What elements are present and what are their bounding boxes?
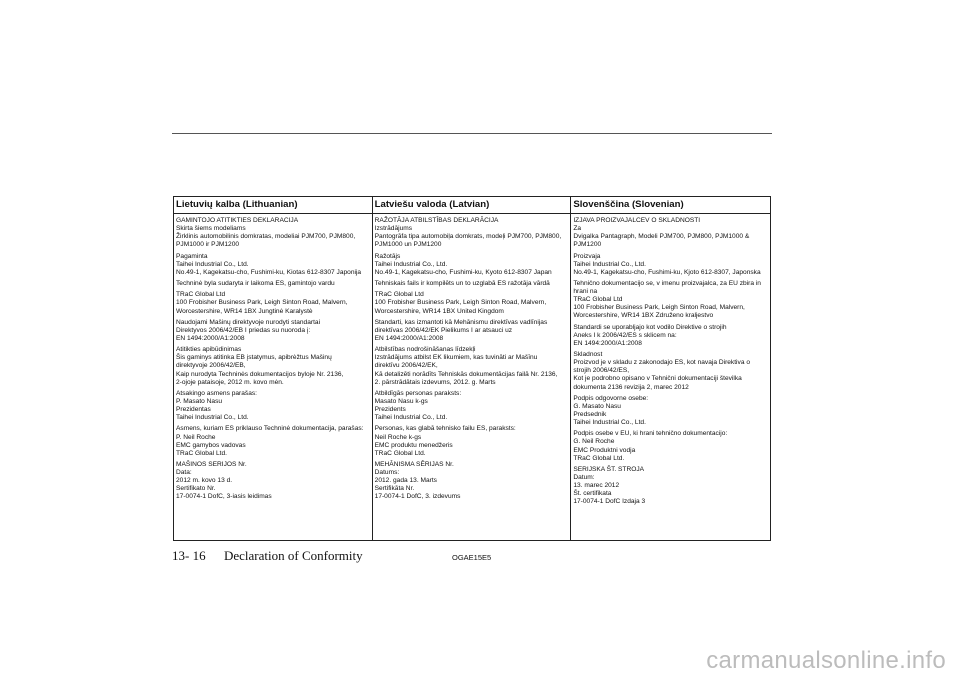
text-line: Taihei Industrial Co., Ltd. (176, 260, 249, 268)
text-line: 2012 m. kovo 13 d. (176, 477, 233, 485)
text-line: Proizvod je v skladu z zakonodajo ES, kot navaja Direktiva o (573, 359, 750, 367)
declaration-paragraph (573, 253, 768, 277)
column-heading: Slovenščina (Slovenian) (571, 197, 770, 214)
text-line: Taihei Industrial Co., Ltd. (374, 260, 448, 268)
column-heading: Lietuvių kalba (Lithuanian) (174, 197, 372, 214)
text-line: IZJAVA PROIZVAJALCEV O SKLADNOSTI (573, 217, 701, 224)
text-line: Kaip nurodyta Techninės dokumentacijos byloje Nr. 2136, (176, 370, 344, 378)
text-line: P. Masato Nasu (176, 398, 223, 405)
text-line: Pantogrāfa tipa automobiļa domkrats, modeļi PJM700, PJM800, (374, 233, 562, 241)
text-line: Standarti, kas izmantoti kā Mehānismu direktīvas vadlīnijas (374, 318, 548, 326)
text-line: Techninė byla sudaryta ir laikoma ES, gamintojo vardu (176, 280, 335, 288)
declaration-paragraph (573, 280, 768, 320)
text-line: Skladnost (573, 351, 603, 359)
column-body (174, 214, 372, 502)
declaration-paragraph (573, 351, 768, 391)
text-line: No.49-1, Kagekatsu-cho, Fushimi-ku, Kjoto 612-8307, Japonska (573, 268, 761, 276)
text-line: Personas, kas glabā tehnisko failu ES, paraksts: (374, 425, 516, 433)
column-latvian (373, 197, 572, 540)
text-line: TRaC Global Ltd (176, 291, 226, 299)
declaration-paragraph (375, 461, 569, 501)
column-slovenian (571, 197, 770, 540)
text-line: MAŠINOS SERIJOS Nr. (176, 461, 247, 469)
column-body (571, 214, 770, 506)
text-line: PJM1000 ir PJM1200 (176, 241, 240, 249)
text-line: Ražotājs (374, 252, 401, 260)
declaration-paragraph (573, 395, 768, 427)
text-line: 100 Frobisher Business Park, Leigh Sinton Road, Malvern, (573, 304, 745, 312)
text-line: 2012. gada 13. Marts (374, 477, 437, 485)
declaration-paragraph (375, 291, 569, 315)
text-line: 17-0074-1 DofC Izdaja 3 (573, 498, 646, 506)
text-line: 100 Frobisher Business Park, Leigh Sinton Road, Malvern, (374, 299, 547, 307)
text-line: Prezidentas (176, 406, 211, 414)
text-line: Taihei Industrial Co., Ltd. (176, 414, 249, 422)
text-line: Taihei Industrial Co., Ltd. (573, 260, 646, 268)
text-line: G. Masato Nasu (573, 402, 621, 410)
text-line: RAŽOTĀJA ATBILSTĪBAS DEKLARĀCIJA (374, 217, 499, 224)
page-title: Declaration of Conformity (224, 548, 363, 563)
declaration-paragraph (176, 217, 370, 249)
header-rule (172, 133, 772, 134)
text-line: Worcestershire, WR14 1BX Združeno kraljestvo (573, 312, 714, 320)
text-line: Atbilstības nodrošināšanas līdzekļi (374, 346, 476, 354)
text-line: PJM1200 (573, 241, 602, 249)
text-line: Atbildīgās personas paraksts: (374, 389, 462, 397)
text-line: Izstrādājums (374, 225, 413, 233)
text-line: 13. marec 2012 (573, 482, 620, 490)
text-line: Standardi se uporabljajo kot vodilo Direktive o strojih (573, 323, 727, 331)
text-line: Taihei Industrial Co., Ltd. (374, 414, 448, 422)
declaration-paragraph (573, 466, 768, 506)
declaration-paragraph (375, 346, 569, 386)
declaration-paragraph (176, 390, 370, 422)
watermark: carmanualsonline.info (706, 647, 946, 674)
text-line: EN 1494:2000/A1:2008 (176, 334, 245, 342)
declaration-paragraph (176, 291, 370, 315)
declaration-paragraph (176, 280, 370, 288)
declaration-paragraph (573, 217, 768, 249)
text-line: hrani na (573, 288, 598, 296)
text-line: TRaC Global Ltd. (176, 449, 227, 457)
text-line: 2-ojoje pataisoje, 2012 m. kovo mėn. (176, 378, 284, 386)
text-line: Šis gaminys atitinka EB įstatymus, apibrėžtus Mašinų (176, 354, 332, 362)
text-line: No.49-1, Kagekatsu-cho, Fushimi-ku, Kyoto 612-8307 Japan (374, 268, 552, 276)
declaration-paragraph (176, 253, 370, 277)
text-line: strojih 2006/42/ES, (573, 367, 630, 375)
page-number: 13- 16 (172, 548, 206, 563)
text-line: Worcestershire, WR14 1BX Jungtinė Karalystė (176, 307, 313, 315)
text-line: TRaC Global Ltd. (573, 454, 625, 462)
text-line: TRaC Global Ltd (374, 291, 424, 299)
column-heading: Latviešu valoda (Latvian) (373, 197, 571, 214)
text-line: Predsednik (573, 411, 607, 418)
column-lithuanian (174, 197, 373, 540)
declaration-table (173, 196, 771, 541)
declaration-paragraph (375, 280, 569, 288)
text-line: EMC gamybos vadovas (176, 441, 246, 449)
declaration-paragraph (375, 390, 569, 422)
text-line: Neil Roche k-gs (374, 433, 422, 441)
document-code: OGAE15E5 (452, 553, 492, 562)
text-line: Naudojami Mašinų direktyvoje nurodyti standartai (176, 318, 321, 326)
text-line: PJM1000 un PJM1200 (374, 241, 442, 249)
text-line: Izstrādājums atbilst EK likumiem, kas tuvināti ar Mašīnu (374, 354, 538, 362)
text-line: Dvigalka Pantagraph, Modeli PJM700, PJM800, PJM1000 & (573, 233, 750, 241)
declaration-paragraph (375, 319, 569, 343)
text-line: direktīvas 2006/42/EK Pielikums I ar atsauci uz (374, 326, 513, 334)
column-body (373, 214, 571, 502)
text-line: Podpis osebe v EU, ki hrani tehnično dokumentacijo: (573, 430, 728, 438)
text-line: SERIJSKA ŠT. STROJA (573, 465, 645, 473)
declaration-paragraph (375, 253, 569, 277)
text-line: Za (573, 225, 582, 233)
declaration-paragraph (176, 425, 370, 457)
text-line: Aneks I k 2006/42/ES s sklicem na: (573, 331, 677, 339)
text-line: direktīvu 2006/42/EK, (374, 362, 438, 370)
text-line: Sertifikāta Nr. (374, 485, 415, 493)
text-line: Žirklinis automobilinis domkratas, modeliai PJM700, PJM800, (176, 233, 356, 241)
text-line: Podpis odgovorne osebe: (573, 394, 649, 402)
text-line: Kot je podrobno opisano v Tehnični dokumentaciji številka (573, 375, 742, 383)
text-line: 2. pārstrādātais izdevums, 2012. g. Marts (374, 378, 496, 386)
text-line: TRaC Global Ltd. (374, 449, 426, 457)
text-line: Pagaminta (176, 252, 208, 260)
text-line: Atitikties apibūdinimas (176, 346, 242, 354)
text-line: direktyvoje 2006/42/EB, (176, 362, 246, 370)
text-line: MEHĀNISMA SĒRIJAS Nr. (374, 461, 454, 469)
text-line: Taihei Industrial Co., Ltd. (573, 419, 646, 427)
text-line: Masato Nasu k-gs (374, 398, 428, 405)
declaration-paragraph (375, 425, 569, 457)
text-line: Atsakingo asmens parašas: (176, 389, 257, 397)
text-line: Datums: (374, 469, 400, 477)
text-line: 100 Frobisher Business Park, Leigh Sinton Road, Malvern, (176, 299, 348, 307)
text-line: TRaC Global Ltd (573, 296, 623, 304)
text-line: Direktyvos 2006/42/EB I priedas su nuoroda į: (176, 326, 311, 334)
declaration-paragraph (375, 217, 569, 249)
text-line: Data: (176, 469, 192, 477)
text-line: EN 1494:2000/A1:2008 (374, 334, 444, 342)
text-line: EMC Produktni vodja (573, 446, 636, 454)
text-line: Worcestershire, WR14 1BX United Kingdom (374, 307, 504, 315)
text-line: Kā detalizēti norādīts Tehniskās dokumentācijas failā Nr. 2136, (374, 370, 558, 378)
text-line: Proizvaja (573, 252, 601, 260)
text-line: Tehnično dokumentacijo se, v imenu proizvajalca, za EU zbira in (573, 280, 761, 288)
text-line: 17-0074-1 DofC, 3. izdevums (374, 493, 461, 501)
text-line: dokumenta 2136 revizija 2, marec 2012 (573, 383, 689, 391)
declaration-paragraph (176, 461, 370, 501)
text-line: No.49-1, Kagekatsu-cho, Fushimi-ku, Kiotas 612-8307 Japonija (176, 268, 362, 276)
text-line: Št. certifikata (573, 490, 612, 498)
declaration-paragraph (573, 430, 768, 462)
text-line: Tehniskais fails ir kompilēts un to uzglabā ES ražotāja vārdā (374, 280, 550, 288)
declaration-paragraph (176, 319, 370, 343)
text-line: EMC produktu menedžeris (374, 441, 453, 449)
text-line: GAMINTOJO ATITIKTIES DEKLARACIJA (176, 217, 299, 224)
text-line: Skirta šiems modeliams (176, 225, 246, 233)
text-line: Sertifikato Nr. (176, 485, 216, 493)
text-line: Datum: (573, 474, 595, 482)
text-line: G. Neil Roche (573, 438, 615, 446)
declaration-paragraph (176, 346, 370, 386)
text-line: 17-0074-1 DofC, 3-iasis leidimas (176, 493, 272, 501)
text-line: Prezidents (374, 406, 406, 414)
text-line: P. Neil Roche (176, 433, 216, 441)
text-line: EN 1494:2000/A1:2008 (573, 339, 642, 347)
declaration-paragraph (573, 324, 768, 348)
text-line: Asmens, kuriam ES priklauso Techninė dokumentacija, parašas: (176, 425, 364, 433)
